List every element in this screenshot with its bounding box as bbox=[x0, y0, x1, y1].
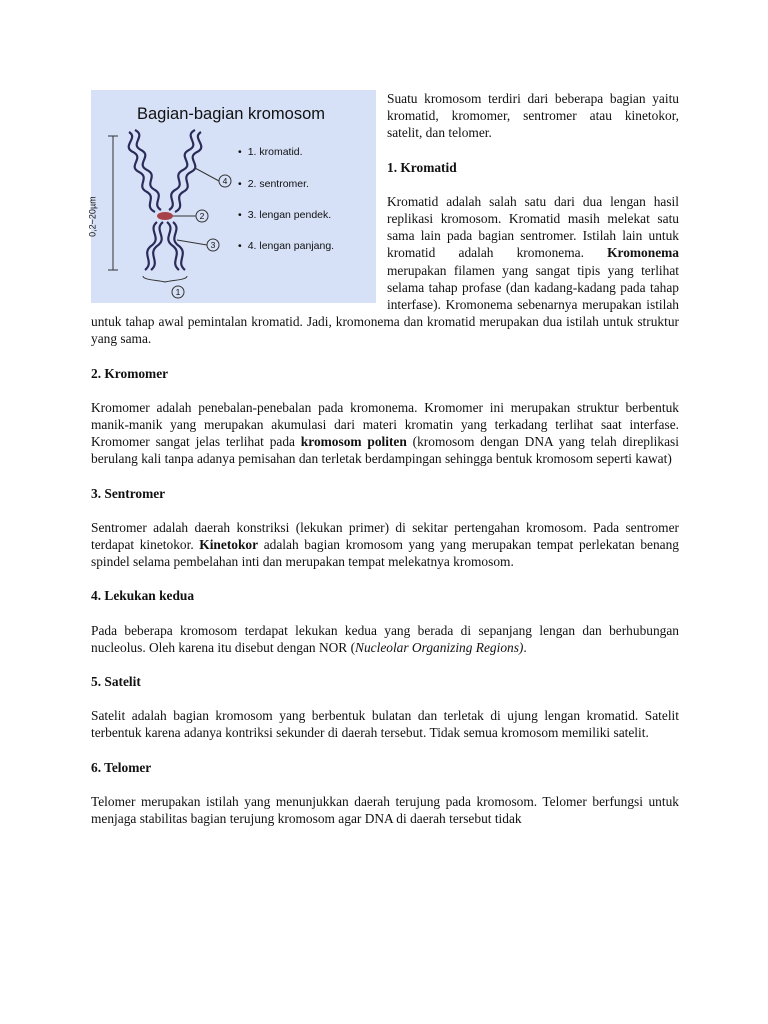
chromosome-diagram bbox=[87, 90, 376, 303]
section-paragraph-lekukan-kedua: Pada beberapa kromosom terdapat lekukan kedua yang berada di sepanjang lengan dan berhubungan nucleolus. Oleh karena itu disebut dengan NOR (Nucleolar Organizing Regions). bbox=[91, 622, 679, 655]
section-paragraph-sentromer: Sentromer adalah daerah konstriksi (lekukan primer) di sekitar pertengahan kromosom. Pada sentromer terdapat kinetokor. Kinetokor adalah bagian kromosom yang yang merupakan tempat perlekatan benang spindel selama pembelahan inti dan merupakan tempat melekatnya kromosom. bbox=[91, 519, 679, 570]
diagram-item-lengan-panjang: • 4. lengan panjang. bbox=[238, 240, 335, 252]
callout-1: 1 bbox=[175, 287, 181, 297]
section-paragraph-telomer: Telomer merupakan istilah yang menunjukkan daerah terujung pada kromosom. Telomer berfungsi untuk menjaga stabilitas bagian terujung kromosom agar DNA di daerah tersebut tidak bbox=[91, 793, 679, 827]
diagram-item-kromatid: • 1. kromatid. bbox=[238, 146, 303, 158]
section-heading-kromomer: 2. Kromomer bbox=[91, 365, 169, 381]
diagram-item-sentromer: • 2. sentromer. bbox=[238, 178, 309, 190]
callout-4: 4 bbox=[222, 176, 228, 186]
diagram-item-lengan-pendek: • 3. lengan pendek. bbox=[238, 209, 332, 221]
section-heading-sentromer: 3. Sentromer bbox=[91, 485, 166, 501]
section-heading-satelit: 5. Satelit bbox=[91, 674, 141, 690]
section-paragraph-kromatid: Kromatid adalah salah satu dari dua lengan hasil replikasi kromosom. Kromatid masih melekat satu sama lain pada bagian sentromer. Istilah lain untuk kromatid adalah kromonema. Kromonema merupakan filamen yang sangat tipis yang terlihat selama tahap profase (dan kadang-kadang pada tahap interfase). Kromonema sebenarnya merupakan istilah untuk tahap awal pemintalan kromatid. Jadi, kromonema dan kromatid merupakan dua istilah untuk struktur yang sama. bbox=[91, 193, 679, 347]
section-heading-kromatid: 1. Kromatid bbox=[387, 159, 457, 175]
intro-paragraph: Suatu kromosom terdiri dari beberapa bagian yaitu kromatid, kromomer, sentromer atau kinetokor, satelit, dan telomer. bbox=[387, 91, 679, 141]
section-heading-lekukan-kedua: 4. Lekukan kedua bbox=[91, 588, 195, 604]
callout-3: 3 bbox=[210, 240, 216, 250]
section-heading-telomer: 6. Telomer bbox=[91, 759, 152, 775]
diagram-scale-label: 0,2~20µm bbox=[87, 196, 98, 237]
section-paragraph-satelit: Satelit adalah bagian kromosom yang berbentuk bulatan dan terletak di ujung lengan kromatid. Satelit terbentuk karena adanya kontriksi sekunder di daerah tersebut. Tidak semua kromosom memiliki satelit. bbox=[91, 708, 679, 741]
callout-2: 2 bbox=[199, 211, 205, 221]
document-body bbox=[87, 90, 679, 844]
section-paragraph-kromomer: Kromomer adalah penebalan-penebalan pada kromonema. Kromomer ini merupakan struktur berbentuk manik-manik yang merupakan akumulasi dari materi kromatin yang terkadang terlihat saat interfase. Kromomer sangat jelas terlihat pada kromosom politen (kromosom dengan DNA yang telah direplikasi berulang kali tanpa adanya pemisahan dan terletak berdampingan sehingga bentuk kromosom seperti kawat) bbox=[91, 399, 679, 467]
diagram-title: Bagian-bagian kromosom bbox=[137, 105, 326, 123]
